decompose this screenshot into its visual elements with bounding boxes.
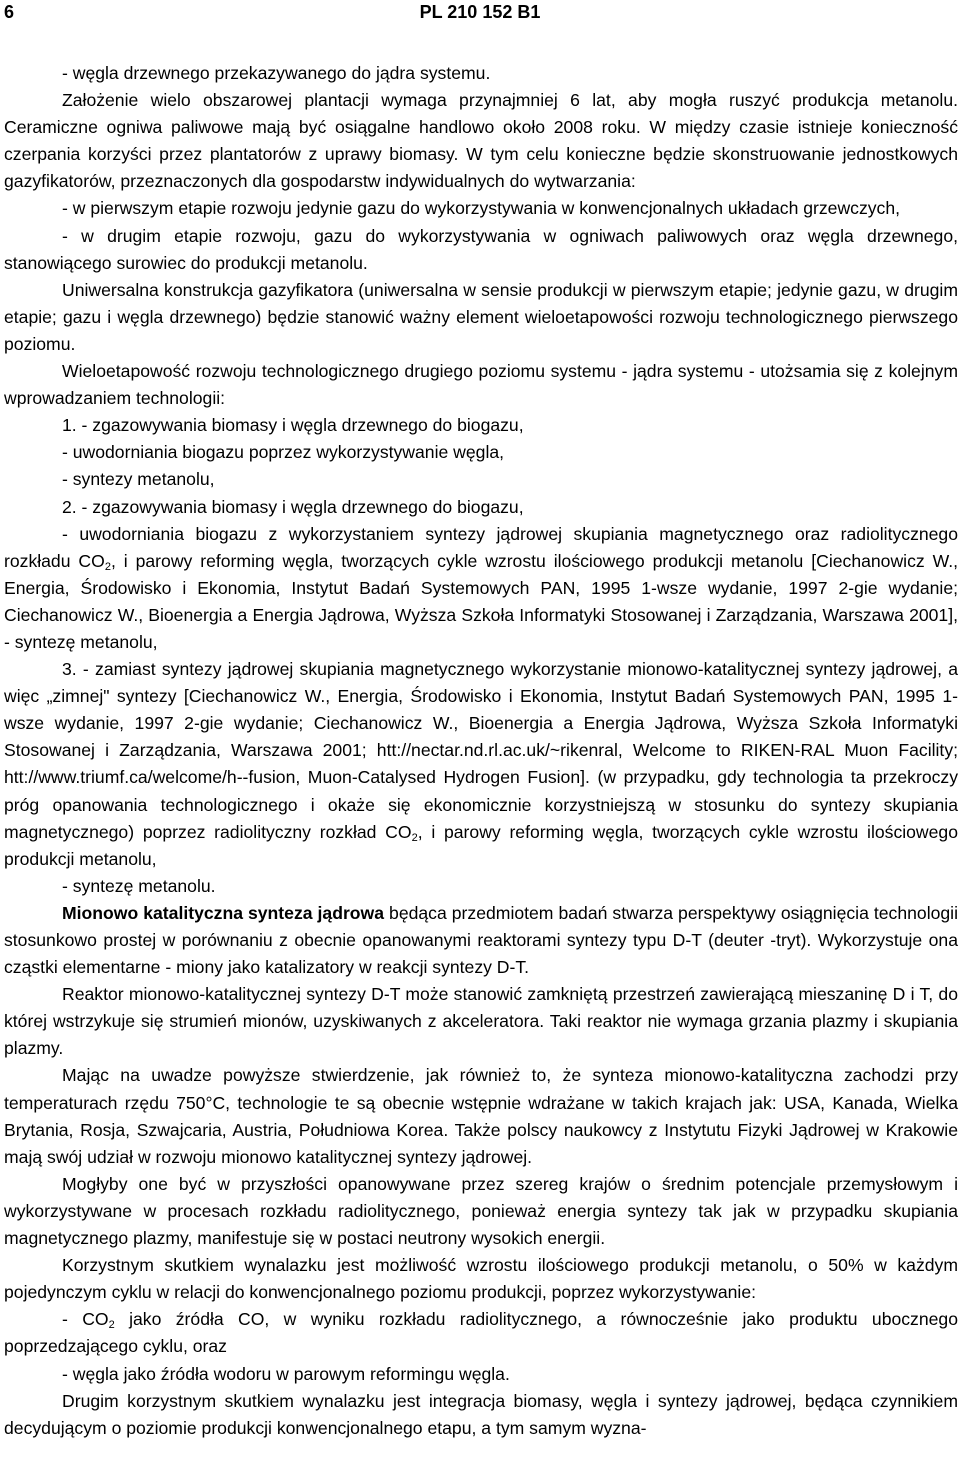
paragraph: - w drugim etapie rozwoju, gazu do wykorzystywania w ogniwach paliwowych oraz węgla drzewnego, stanowiącego surowiec do produkcji metanolu. <box>4 225 958 273</box>
text-run: , i parowy reforming węgla, tworzących cykle wzrostu ilościowego produkcji metanolu, <box>4 821 958 869</box>
document-id: PL 210 152 B1 <box>419 2 541 22</box>
subscript: 2 <box>411 831 418 844</box>
paragraph: Wieloetapowość rozwoju technologicznego drugiego poziomu systemu - jądra systemu - utożsamia się z kolejnym wprowadzaniem technologii: <box>4 361 958 409</box>
list-item: - uwodorniania biogazu poprzez wykorzystywanie węgla, <box>62 442 505 463</box>
paragraph: - w pierwszym etapie rozwoju jedynie gazu do wykorzystywania w konwencjonalnych układach grzewczych, <box>62 198 901 219</box>
text-run: będąca przedmiotem badań stwarza perspektywy osiągnięcia technologii stosunkowo prostej w porównaniu z obecnie opanowanymi reaktorami syntezy typu D-T (deuter -tryt). Wykorzystuje ona cząstki elementarne - miony jako katalizatory w reakcji syntezy D-T. <box>4 902 958 978</box>
subscript: 2 <box>108 1319 115 1332</box>
paragraph: Mogłyby one być w przyszłości opanowywane przez szereg krajów o średnim potencjale przemysłowym i wykorzystywane w procesach rozkładu radiolitycznego, ponieważ energia syntezy tak jak w przypadku skupiania magnetycznego plazmy, manifestuje się w postaci neutrony wysokich energii. <box>4 1173 958 1249</box>
text-run: jako źródła CO, w wyniku rozkładu radiolitycznego, a równocześnie jako produktu ubocznego poprzedzającego cyklu, oraz <box>4 1309 958 1357</box>
list-item: 1. - zgazowywania biomasy i węgla drzewnego do biogazu, <box>62 415 524 436</box>
paragraph <box>4 1306 958 1360</box>
paragraph: Reaktor mionowo-katalitycznej syntezy D-T może stanowić zamkniętą przestrzeń zawierającą mieszaninę D i T, do której wstrzykuje się strumień mionów, uzyskiwanych z akceleratora. Taki reaktor nie wymaga grzania plazmy i skupiania plazmy. <box>4 984 958 1059</box>
paragraph: - węgla drzewnego przekazywanego do jądra systemu. <box>62 63 491 83</box>
list-item: 2. - zgazowywania biomasy i węgla drzewnego do biogazu, <box>62 496 524 517</box>
list-item: - syntezy metanolu, <box>62 469 215 490</box>
paragraph: Uniwersalna konstrukcja gazyfikatora (uniwersalna w sensie produkcji w pierwszym etapie; jedynie gazu, w drugim etapie; gazu i węgla drzewnego) będzie stanowić ważny element wieloetapowości rozwoju technologicznego pierwszego poziomu. <box>4 279 958 354</box>
text-run: , i parowy reforming węgla, tworzących cykle wzrostu ilościowego produkcji metanolu [Ciechanowicz W., Energia, Środowisko i Ekonomia, Instytut Badań Systemowych PAN, 1995 1-wsze wydanie, 1997 2-gie wydanie; Ciechanowicz W., Bioenergia a Energia Jądrowa, Wyższa Szkoła Informatyki Stosowanej i Zarządzania, Warszawa 2001], - syntezę metanolu, <box>4 550 959 652</box>
paragraph <box>4 521 958 656</box>
subscript: 2 <box>104 560 111 573</box>
paragraph <box>4 900 958 981</box>
list-item: - syntezę metanolu. <box>62 875 216 896</box>
bold-term: Mionowo katalityczna synteza jądrowa <box>62 902 385 923</box>
text-run: - CO <box>62 1309 109 1330</box>
list-item: - węgla jako źródła wodoru w parowym reformingu węgla. <box>62 1363 510 1384</box>
text-run: 3. - zamiast syntezy jądrowej skupiania magnetycznego wykorzystanie mionowo-katalitycznej syntezy jądrowej, a więc „zimnej" syntezy [Ciechanowicz W., Energia, Środowisko i Ekonomia, Instytut Badań Systemowych PAN, 1995 1-wsze wydanie, 1997 2-gie wydanie; Ciechanowicz W., Bioenergia a Energia Jądrowa, Wyższa Szkoła Informatyki Stosowanej i Zarządzania, Warszawa 2001; htt://nectar.nd.rl.ac.uk/~rikenral, Welcome to RIKEN-RAL Muon Facility; htt://www.triumf.ca/welcome/h--fusion, Muon-Catalysed Hydrogen Fusion]. (w przypadku, gdy technologia ta przekroczy próg opanowania technologicznego i okaże się ekonomicznie korzystniejszą w stosunku do syntezy skupiania magnetycznego) poprzez radiolityczny rozkład CO <box>4 659 958 842</box>
text-run: - uwodorniania biogazu z wykorzystaniem syntezy jądrowej skupiania magnetycznego oraz radiolitycznego rozkładu CO <box>4 523 958 571</box>
paragraph: Mając na uwadze powyższe stwierdzenie, jak również to, że synteza mionowo-katalityczna zachodzi przy temperaturach rzędu 750°C, technologie te są obecnie wstępnie wdrażane w takich krajach jak: USA, Kanada, Wielka Brytania, Rosja, Szwajcaria, Austria, Południowa Korea. Także polscy naukowcy z Instytutu Fizyki Jądrowej w Krakowie mają swój udział w rozwoju mionowo katalitycznej syntezy jądrowej. <box>4 1065 958 1167</box>
page-number: 6 <box>4 2 15 22</box>
paragraph: Drugim korzystnym skutkiem wynalazku jest integracja biomasy, węgla i syntezy jądrowej, będąca czynnikiem decydującym o poziomie produkcji konwencjonalnego etapu, a tym samym wyzna- <box>4 1390 958 1438</box>
paragraph: Założenie wielo obszarowej plantacji wymaga przynajmniej 6 lat, aby mogła ruszyć produkcja metanolu. Ceramiczne ogniwa paliwowe mają być osiągalne handlowo około 2008 roku. W między czasie istnieje konieczność czerpania korzyści przez plantatorów z uprawy biomasy. W tym celu konieczne będzie skonstruowanie jednostkowych gazyfikatorów, przeznaczonych dla gospodarstw indywidualnych do wytwarzania: <box>4 90 958 192</box>
paragraph: Korzystnym skutkiem wynalazku jest możliwość wzrostu ilościowego produkcji metanolu, o 50% w każdym pojedynczym cyklu w relacji do konwencjonalnego poziomu produkcji, poprzez wykorzystywanie: <box>4 1255 958 1303</box>
page-header <box>0 0 960 26</box>
document-body <box>4 60 958 1442</box>
paragraph <box>4 656 958 873</box>
